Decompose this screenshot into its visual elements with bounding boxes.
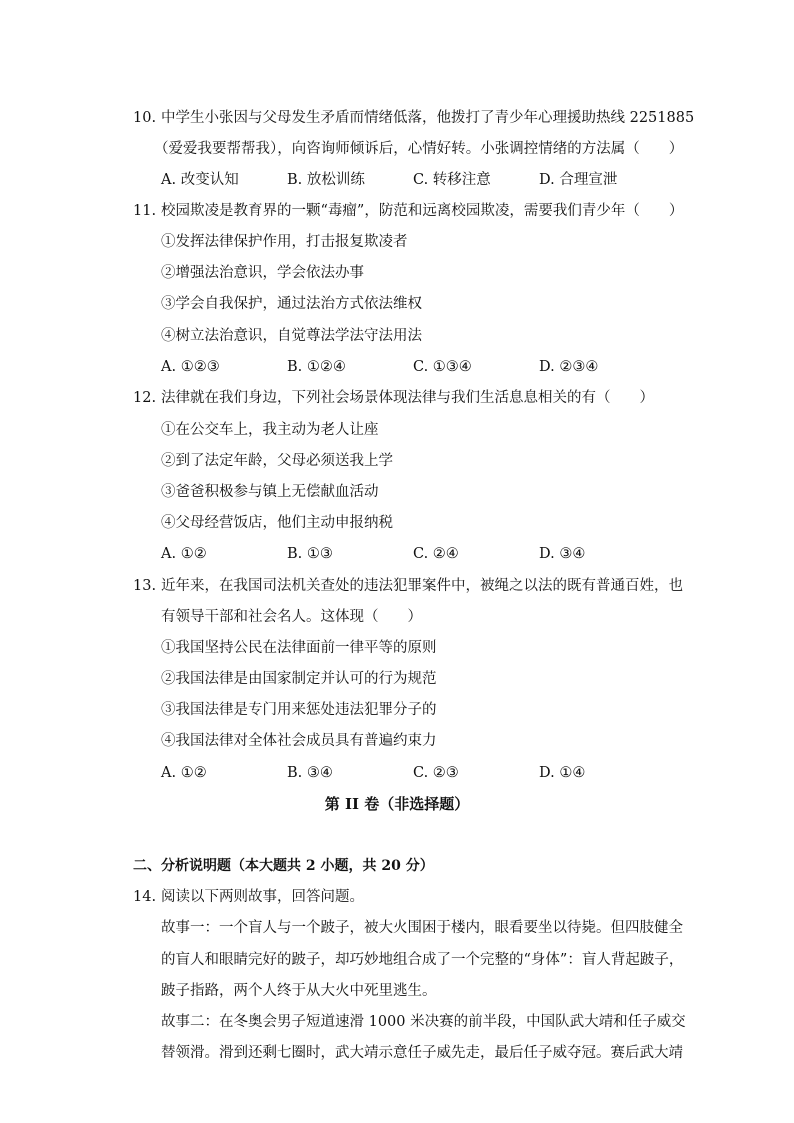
question-14-stem: 阅读以下两则故事，回答问题。 xyxy=(161,889,364,905)
question-10-stem-line-1: 中学生小张因与父母发生矛盾而情绪低落，他拨打了青少年心理援助热线 2251885 xyxy=(161,110,695,126)
question-12-statement-1: ①在公交车上，我主动为老人让座 xyxy=(161,422,379,438)
question-11-statement-3: ③学会自我保护，通过法治方式依法维权 xyxy=(161,296,422,312)
question-11-option-c: C. ①③④ xyxy=(413,359,472,375)
question-13-option-b: B. ③④ xyxy=(287,765,333,781)
question-11-option-d: D. ②③④ xyxy=(539,359,599,375)
question-12-number: 12. xyxy=(133,390,157,406)
question-11-statement-1: ①发挥法律保护作用，打击报复欺凌者 xyxy=(161,234,408,250)
section-title: 第 II 卷（非选择题） xyxy=(324,795,470,813)
question-10-option-d: D. 合理宣泄 xyxy=(539,172,618,188)
question-10-stem-line-2: （爱爱我要帮帮我），向咨询师倾诉后，心情好转。小张调控情绪的方法属（ ） xyxy=(154,141,684,157)
question-13-statement-1: ①我国坚持公民在法律面前一律平等的原则 xyxy=(161,640,437,656)
question-12-stem: 法律就在我们身边，下列社会场景体现法律与我们生活息息相关的有（ ） xyxy=(161,390,654,406)
question-10-option-c: C. 转移注意 xyxy=(413,172,491,188)
question-14-number: 14. xyxy=(133,889,157,905)
question-13-stem-line-1: 近年来，在我国司法机关查处的违法犯罪案件中，被绳之以法的既有普通百姓，也 xyxy=(161,578,683,594)
question-12-statement-2: ②到了法定年龄，父母必须送我上学 xyxy=(161,453,393,469)
question-13-number: 13. xyxy=(133,578,157,594)
part-2-heading: 二、分析说明题（本大题共 2 小题，共 20 分） xyxy=(133,858,434,874)
question-11-statement-4: ④树立法治意识，自觉尊法学法守法用法 xyxy=(161,328,422,344)
question-12-option-c: C. ②④ xyxy=(413,546,459,562)
question-11-option-b: B. ①②④ xyxy=(287,359,346,375)
question-14-story-2-line-1: 故事二：在冬奥会男子短道速滑 1000 米决赛的前半段，中国队武大靖和任子威交 xyxy=(161,1014,686,1030)
question-12-option-d: D. ③④ xyxy=(539,546,586,562)
question-12-statement-4: ④父母经营饭店，他们主动申报纳税 xyxy=(161,515,393,531)
question-13-option-a: A. ①② xyxy=(161,765,207,781)
question-12-option-b: B. ①③ xyxy=(287,546,333,562)
question-12-option-a: A. ①② xyxy=(161,546,207,562)
question-10-option-a: A. 改变认知 xyxy=(161,172,239,188)
question-11-option-a: A. ①②③ xyxy=(161,359,220,375)
question-11-number: 11. xyxy=(133,203,157,219)
question-13-statement-2: ②我国法律是由国家制定并认可的行为规范 xyxy=(161,671,437,687)
question-13-option-c: C. ②③ xyxy=(413,765,459,781)
question-11-statement-2: ②增强法治意识，学会依法办事 xyxy=(161,265,364,281)
question-10-number: 10. xyxy=(133,110,157,126)
question-13-statement-4: ④我国法律对全体社会成员具有普遍约束力 xyxy=(161,733,437,749)
question-14-story-1-line-3: 跛子指路，两个人终于从大火中死里逃生。 xyxy=(161,983,437,999)
question-13-stem-line-2: 有领导干部和社会名人。这体现（ ） xyxy=(161,609,422,625)
question-12-statement-3: ③爸爸积极参与镇上无偿献血活动 xyxy=(161,484,379,500)
question-13-option-d: D. ①④ xyxy=(539,765,586,781)
question-10-option-b: B. 放松训练 xyxy=(287,172,365,188)
question-13-statement-3: ③我国法律是专门用来惩处违法犯罪分子的 xyxy=(161,702,437,718)
question-14-story-2-line-2: 替领滑。滑到还剩七圈时，武大靖示意任子威先走，最后任子威夺冠。赛后武大靖 xyxy=(161,1045,683,1061)
question-14-story-1-line-1: 故事一：一个盲人与一个跛子，被大火围困于楼内，眼看要坐以待毙。但四肢健全 xyxy=(161,920,683,936)
question-11-stem: 校园欺凌是教育界的一颗“毒瘤”，防范和远离校园欺凌，需要我们青少年（ ） xyxy=(161,203,684,219)
question-14-story-1-line-2: 的盲人和眼睛完好的跛子，却巧妙地组合成了一个完整的“身体”：盲人背起跛子， xyxy=(161,952,684,968)
